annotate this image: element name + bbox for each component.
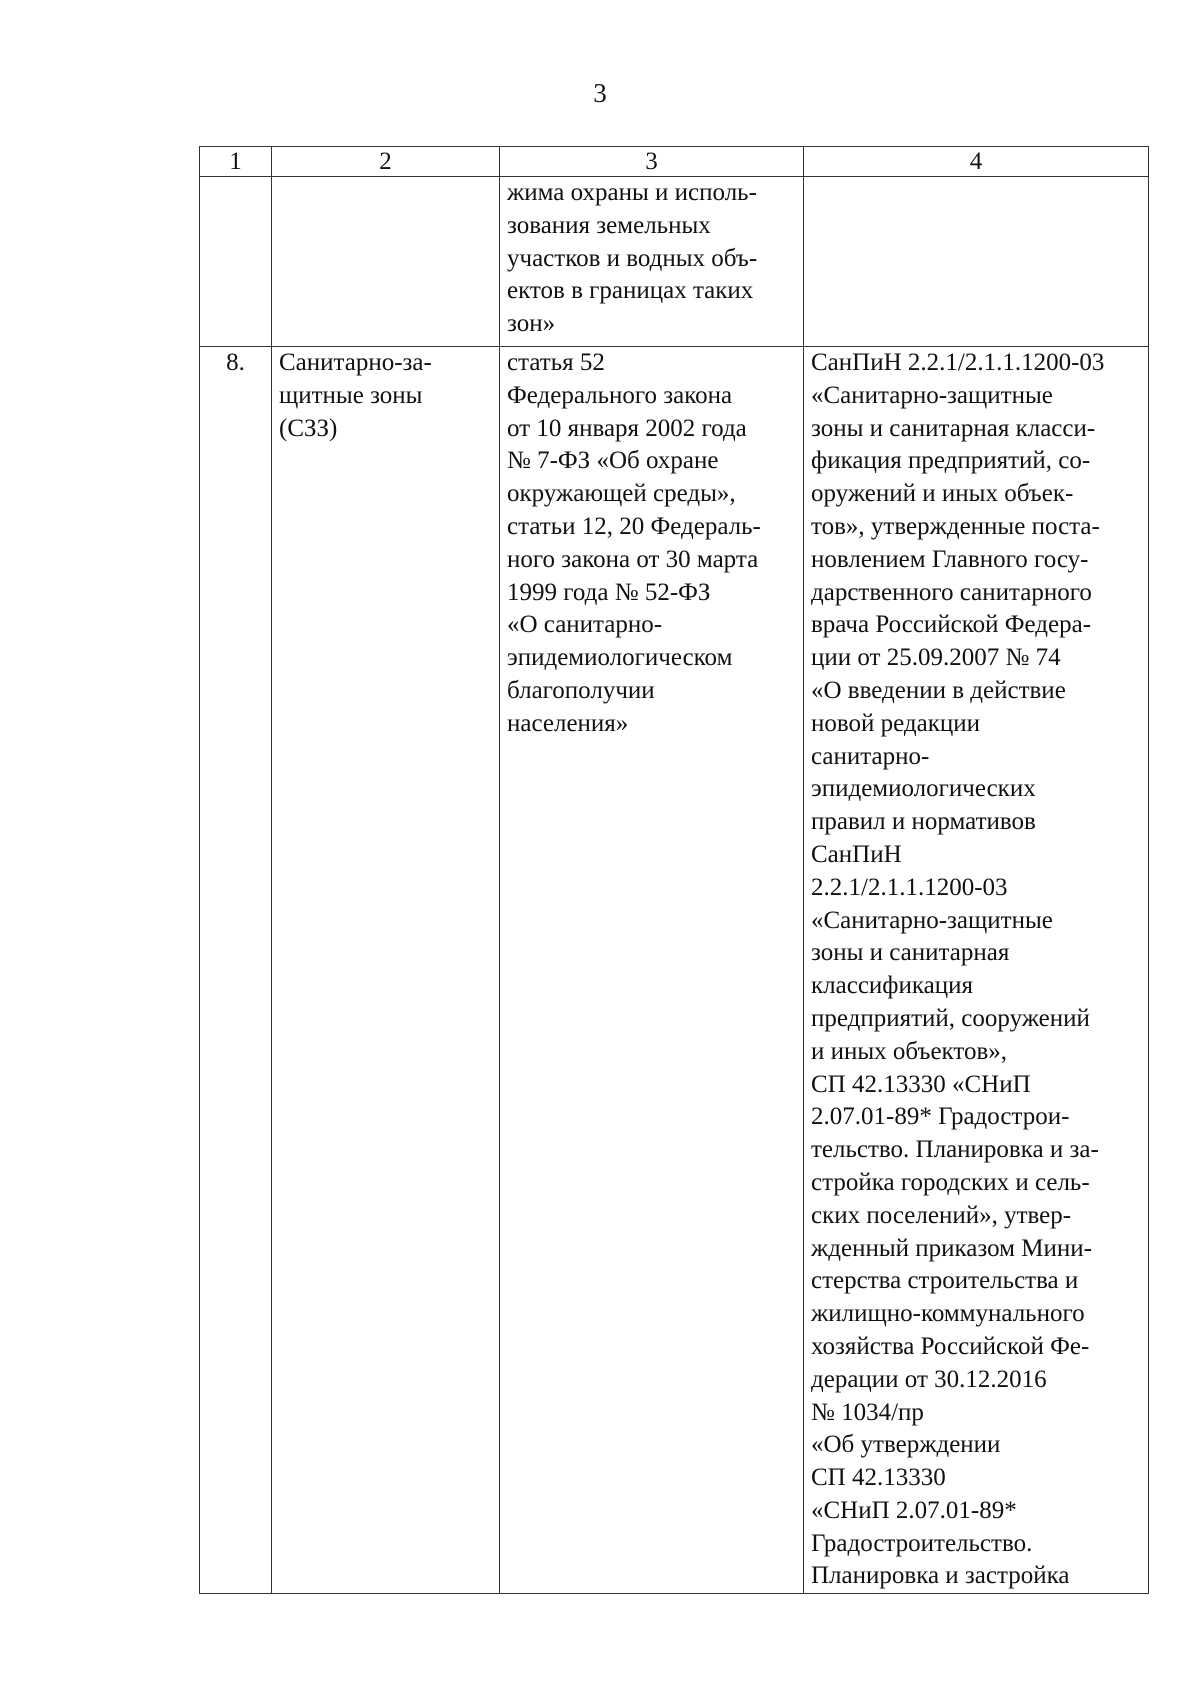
law-reference-cell (500, 347, 804, 1594)
text-line: предприятий, сооружений (811, 1004, 1090, 1032)
text-line: Федерального закона (507, 381, 733, 409)
text-line: № 7-ФЗ «Об охране (507, 447, 719, 475)
text-line: СанПиН 2.2.1/2.1.1.1200-03 (811, 349, 1105, 376)
continuation-law-cell (500, 177, 804, 347)
text-line: зования земельных (507, 211, 711, 239)
text-line: санитарно- (811, 742, 930, 770)
text-line: новлением Главного госу- (811, 545, 1089, 573)
text-line: зоны и санитарная класси- (811, 414, 1096, 442)
text-line: тов», утвержденные поста- (811, 512, 1100, 540)
text-line: жилищно-коммунального (811, 1300, 1085, 1328)
text-line: населения» (507, 709, 629, 737)
text-line: жима охраны и исполь- (507, 179, 757, 206)
text-line: стерства строительства и (811, 1267, 1079, 1295)
text-line: фикация предприятий, со- (811, 447, 1091, 475)
norms-reference-cell (804, 347, 1149, 1594)
page-number: 3 (593, 78, 607, 108)
text-line: эпидемиологических (811, 775, 1036, 803)
header-cell-1: 1 (200, 147, 272, 177)
text-line: правил и нормативов (811, 808, 1036, 836)
text-line: статья 52 (507, 349, 605, 376)
text-line: окружающей среды», (507, 480, 736, 508)
text-line: (СЗЗ) (279, 414, 338, 442)
text-line: классификация (811, 972, 973, 1000)
text-line: участков и водных объ- (507, 244, 758, 272)
text-line: тельство. Планировка и за- (811, 1136, 1099, 1164)
continuation-name-cell (272, 177, 500, 347)
text-line: «СНиП 2.07.01-89* (811, 1496, 1017, 1524)
text-line: 2.2.1/2.1.1.1200-03 (811, 873, 1008, 901)
text-line: «Об утверждении (811, 1431, 1001, 1459)
table-row-8 (200, 347, 1149, 1594)
text-line: Санитарно-за- (279, 349, 432, 376)
text-line: «Санитарно-защитные (811, 381, 1053, 409)
text-line: щитные зоны (279, 381, 423, 409)
text-line: 1999 года № 52-ФЗ (507, 578, 711, 606)
continuation-number-cell (200, 177, 272, 347)
text-line: хозяйства Российской Фе- (811, 1332, 1090, 1360)
header-cell-3: 3 (500, 147, 804, 177)
text-line: «Санитарно-защитные (811, 906, 1053, 934)
header-cell-2: 2 (272, 147, 500, 177)
text-line: врача Российской Федера- (811, 611, 1092, 639)
text-line: от 10 января 2002 года (507, 414, 747, 442)
text-line: СП 42.13330 (811, 1464, 946, 1492)
text-line: зон» (507, 310, 556, 338)
text-line: СП 42.13330 «СНиП (811, 1070, 1031, 1098)
text-line: новой редакции (811, 709, 981, 737)
table-row-continuation (200, 177, 1149, 347)
continuation-norms-cell (804, 177, 1149, 347)
text-line: и иных объектов», (811, 1037, 1008, 1065)
document-table (199, 146, 1149, 1594)
text-line: № 1034/пр (811, 1398, 924, 1426)
text-line: 2.07.01-89* Градострои- (811, 1103, 1070, 1131)
text-line: жденный приказом Мини- (811, 1234, 1092, 1262)
text-line: Градостроительство. (811, 1529, 1033, 1557)
text-line: Планировка и застройка (811, 1562, 1070, 1590)
text-line: статьи 12, 20 Федераль- (507, 512, 761, 540)
text-line: ектов в границах таких (507, 277, 754, 305)
text-line: «О введении в действие (811, 676, 1066, 704)
text-line: ного закона от 30 марта (507, 545, 759, 573)
text-line: ции от 25.09.2007 № 74 (811, 644, 1061, 672)
table-header-row (200, 147, 1149, 177)
text-line: ских поселений», утвер- (811, 1201, 1072, 1229)
zone-name-cell (272, 347, 500, 1594)
text-line: дерации от 30.12.2016 (811, 1365, 1047, 1393)
text-line: благополучии (507, 676, 655, 704)
text-line: дарственного санитарного (811, 578, 1092, 606)
text-line: эпидемиологическом (507, 644, 733, 672)
text-line: СанПиН (811, 840, 902, 868)
text-line: оружений и иных объек- (811, 480, 1074, 508)
text-line: стройка городских и сель- (811, 1168, 1090, 1196)
row-number-cell: 8. (200, 347, 272, 1594)
text-line: зоны и санитарная (811, 939, 1010, 967)
text-line: «О санитарно- (507, 611, 663, 639)
header-cell-4: 4 (804, 147, 1149, 177)
